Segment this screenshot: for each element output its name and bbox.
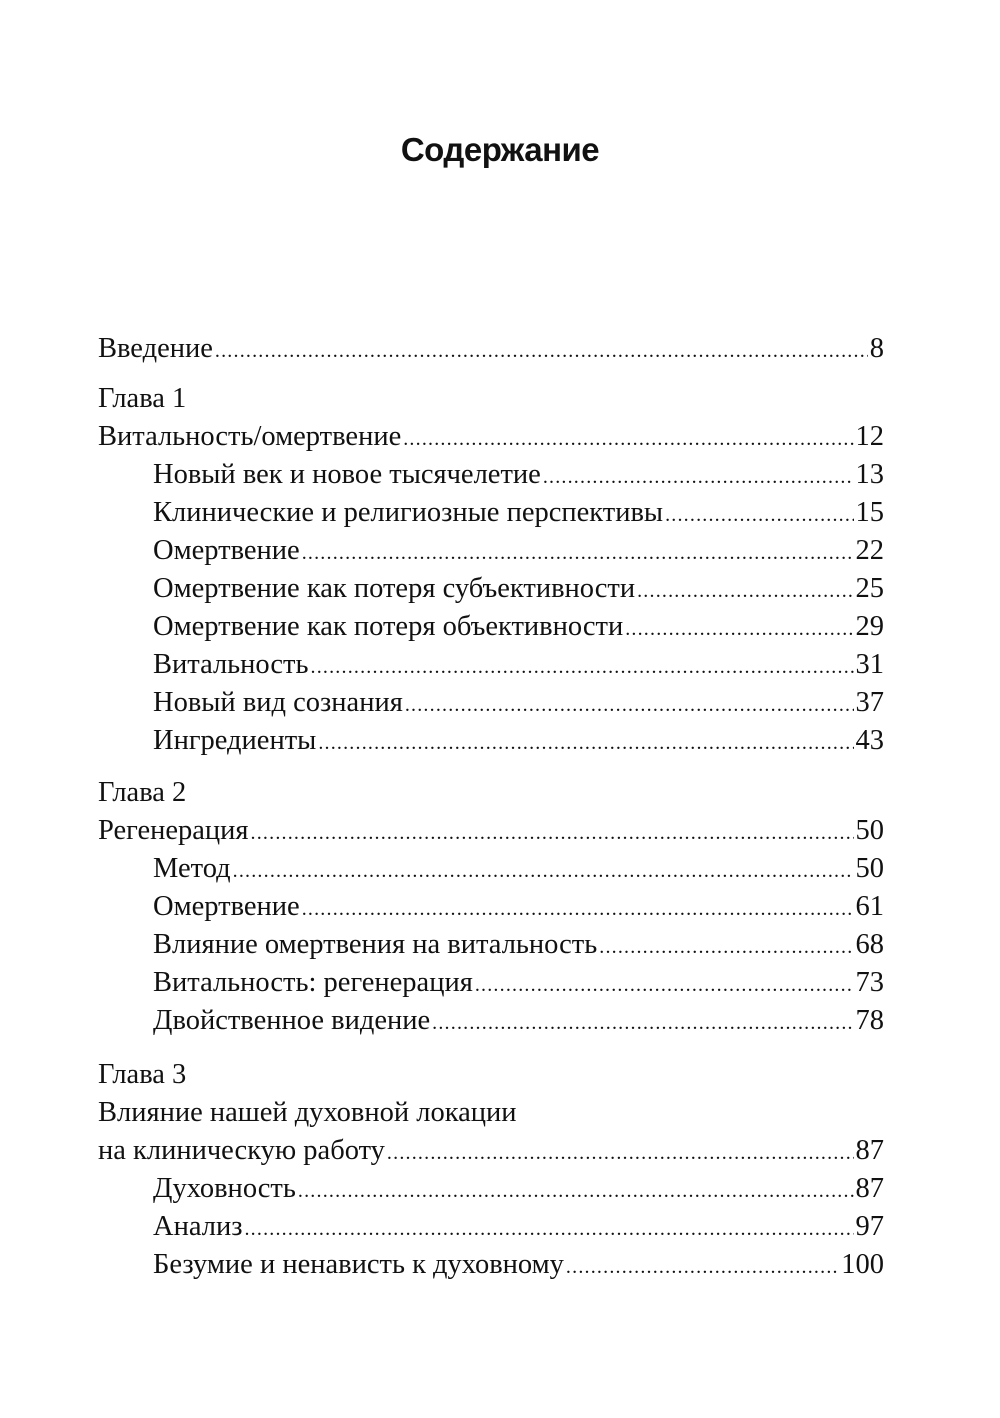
toc-entry-section[interactable] bbox=[153, 1002, 884, 1040]
toc-page-number: 50 bbox=[855, 853, 884, 884]
dot-leader bbox=[302, 534, 854, 572]
dot-leader bbox=[543, 458, 854, 496]
toc-page-number: 25 bbox=[855, 573, 884, 604]
toc-page-number: 15 bbox=[855, 497, 884, 528]
toc-entry-label: Ингредиенты bbox=[153, 725, 317, 756]
toc-entry-label: Анализ bbox=[153, 1211, 243, 1242]
toc-page-number: 50 bbox=[855, 815, 884, 846]
toc-entry-label: Регенерация bbox=[98, 815, 249, 846]
toc-entry-label: Безумие и ненависть к духовному bbox=[153, 1249, 564, 1280]
chapter-heading-label: Глава 3 bbox=[98, 1059, 187, 1090]
toc-entry-section[interactable] bbox=[153, 1208, 884, 1246]
toc-entry-section[interactable] bbox=[153, 684, 884, 722]
chapter-heading bbox=[98, 380, 884, 418]
dot-leader bbox=[215, 332, 868, 370]
toc-entry-label: Духовность bbox=[153, 1173, 296, 1204]
chapter-heading bbox=[98, 1056, 884, 1094]
dot-leader bbox=[318, 724, 853, 762]
toc-entry-chapter[interactable] bbox=[98, 418, 884, 456]
toc-entry-section[interactable] bbox=[153, 964, 884, 1002]
toc-page-number: 13 bbox=[855, 459, 884, 490]
toc-entry-label: Новый вид сознания bbox=[153, 687, 403, 718]
dot-leader bbox=[233, 852, 854, 890]
toc-page-number: 8 bbox=[869, 333, 884, 364]
dot-leader bbox=[244, 1210, 853, 1248]
toc-page-number: 61 bbox=[855, 891, 884, 922]
toc-entry-label: Омертвение как потеря объективности bbox=[153, 611, 624, 642]
toc-entry-label: Влияние омертвения на витальность bbox=[153, 929, 598, 960]
toc-entry-section[interactable] bbox=[153, 570, 884, 608]
toc-entry-section[interactable] bbox=[153, 1170, 884, 1208]
toc-page-number: 87 bbox=[855, 1135, 884, 1166]
dot-leader bbox=[665, 496, 853, 534]
toc-entry-section[interactable] bbox=[153, 494, 884, 532]
toc-page-number: 73 bbox=[855, 967, 884, 998]
toc-entry-section[interactable] bbox=[153, 608, 884, 646]
dot-leader bbox=[625, 610, 853, 648]
toc-entry-label: Омертвение bbox=[153, 535, 300, 566]
chapter-heading-label: Глава 1 bbox=[98, 383, 187, 414]
toc-entry-section[interactable] bbox=[153, 888, 884, 926]
toc-entry-label: Клинические и религиозные перспективы bbox=[153, 497, 664, 528]
toc-entry-label: Омертвение bbox=[153, 891, 300, 922]
toc-entry-chapter-title-line[interactable] bbox=[98, 1094, 884, 1132]
dot-leader bbox=[311, 648, 854, 686]
dot-leader bbox=[405, 686, 854, 724]
toc-entry-section[interactable] bbox=[153, 1246, 884, 1284]
dot-leader bbox=[251, 814, 854, 852]
dot-leader bbox=[432, 1004, 853, 1042]
dot-leader bbox=[387, 1134, 854, 1172]
toc-page-number: 87 bbox=[855, 1173, 884, 1204]
toc-entry-label: Введение bbox=[98, 333, 213, 364]
toc-entry-section[interactable] bbox=[153, 850, 884, 888]
toc-entry-label: Новый век и новое тысячелетие bbox=[153, 459, 541, 490]
toc-entry-chapter[interactable] bbox=[98, 1132, 884, 1170]
toc-page-number: 37 bbox=[855, 687, 884, 718]
toc-page-number: 100 bbox=[841, 1249, 884, 1280]
chapter-heading bbox=[98, 774, 884, 812]
dot-leader bbox=[475, 966, 854, 1004]
dot-leader bbox=[298, 1172, 854, 1210]
chapter-heading-label: Глава 2 bbox=[98, 777, 187, 808]
toc-entry-section[interactable] bbox=[153, 722, 884, 760]
toc-entry-chapter[interactable] bbox=[98, 812, 884, 850]
toc-page-number: 68 bbox=[855, 929, 884, 960]
toc-entry-section[interactable] bbox=[153, 646, 884, 684]
toc-page-number: 97 bbox=[855, 1211, 884, 1242]
toc-entry-label: Витальность/омертвение bbox=[98, 421, 402, 452]
toc-entry-label: на клиническую работу bbox=[98, 1135, 385, 1166]
dot-leader bbox=[566, 1248, 839, 1286]
toc-entry-section[interactable] bbox=[153, 926, 884, 964]
toc-entry-label: Влияние нашей духовной локации bbox=[98, 1097, 517, 1128]
toc-page-number: 78 bbox=[855, 1005, 884, 1036]
toc-entry-section[interactable] bbox=[153, 456, 884, 494]
toc-entry-intro[interactable] bbox=[98, 330, 884, 368]
toc-entry-label: Метод bbox=[153, 853, 231, 884]
dot-leader bbox=[302, 890, 854, 928]
toc-entry-label: Омертвение как потеря субъективности bbox=[153, 573, 636, 604]
toc-page-number: 31 bbox=[855, 649, 884, 680]
dot-leader bbox=[637, 572, 853, 610]
toc-entry-label: Витальность: регенерация bbox=[153, 967, 473, 998]
toc-page-number: 12 bbox=[855, 421, 884, 452]
toc-entry-label: Двойственное видение bbox=[153, 1005, 431, 1036]
dot-leader bbox=[403, 420, 853, 458]
page-title: Содержание bbox=[400, 131, 600, 168]
toc-entry-label: Витальность bbox=[153, 649, 309, 680]
toc-entry-section[interactable] bbox=[153, 532, 884, 570]
dot-leader bbox=[599, 928, 853, 966]
toc-page-number: 43 bbox=[855, 725, 884, 756]
toc-page-number: 22 bbox=[855, 535, 884, 566]
toc-page-number: 29 bbox=[855, 611, 884, 642]
